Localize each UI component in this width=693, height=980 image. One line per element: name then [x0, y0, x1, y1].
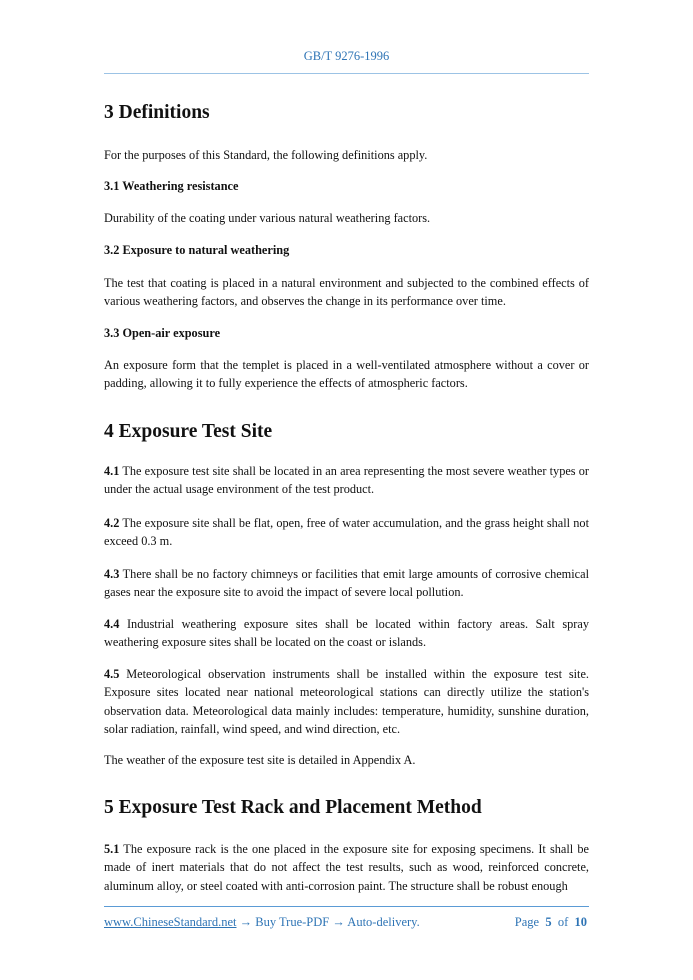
clause-text: The exposure site shall be flat, open, free of water accumulation, and the grass height shall not exceed 0.3 m. — [104, 516, 589, 549]
header-rule — [104, 73, 589, 74]
clause-text: Industrial weathering exposure sites shall be located within factory areas. Salt spray weathering exposure sites shall be located on the coast or islands. — [104, 617, 589, 650]
section-heading-3: 3 Definitions — [104, 102, 210, 123]
paragraph: For the purposes of this Standard, the following definitions apply. — [104, 148, 428, 162]
clause-text: Meteorological observation instruments shall be installed within the exposure test site. Exposure sites located near national meteorological stations can directly utilize the station's observation data. Meteorological data mainly includes: temperature, humidity, sunshine duration, solar radiation, rainfall, wind speed, and wind direction, etc. — [104, 667, 589, 736]
running-header: GB/T 9276-1996 — [303, 49, 390, 63]
footer-left — [104, 915, 420, 930]
paragraph: Durability of the coating under various natural weathering factors. — [104, 211, 431, 225]
clause-text: There shall be no factory chimneys or facilities that emit large amounts of corrosive chemical gases near the exposure site to avoid the impact of severe local pollution. — [104, 567, 589, 600]
footer-text: → Buy True-PDF → Auto-delivery. — [236, 915, 420, 929]
paragraph: The test that coating is placed in a natural environment and subjected to the combined effects of various weathering factors, and observes the change in its performance over time. — [104, 276, 589, 309]
clause-number: 4.2 — [104, 516, 120, 530]
clause-4-5 — [104, 665, 589, 738]
clause-text: The exposure rack is the one placed in the exposure site for exposing specimens. It shall be made of inert materials that do not affect the test results, such as wood, reinforced concrete, aluminum alloy, or steel coated with anti-corrosion paint. The structure shall be robust enough — [104, 842, 589, 893]
clause-4-1 — [104, 462, 589, 499]
clause-number: 4.1 — [104, 464, 120, 478]
paragraph: An exposure form that the templet is placed in a well-ventilated atmosphere without a cover or padding, allowing it to fully experience the effects of atmospheric factors. — [104, 358, 589, 391]
of-label: of — [557, 915, 569, 929]
page-number — [515, 915, 587, 930]
clause-number: 4.4 — [104, 617, 120, 631]
section-heading-4: 4 Exposure Test Site — [104, 421, 273, 442]
clause-number: 5.1 — [104, 842, 120, 856]
page-label: Page — [514, 915, 540, 929]
website-link[interactable]: www.ChineseStandard.net — [104, 915, 237, 929]
clause-number: 4.3 — [104, 567, 120, 581]
clause-4-4 — [104, 615, 589, 652]
clause-text: The exposure test site shall be located in an area representing the most severe weather types or under the actual usage environment of the test product. — [104, 464, 589, 497]
clause-5-1 — [104, 840, 589, 895]
section-heading-5: 5 Exposure Test Rack and Placement Method — [104, 797, 482, 818]
footer-rule — [104, 906, 589, 907]
definition-title: 3.2 Exposure to natural weathering — [104, 243, 290, 257]
clause-4-2 — [104, 514, 589, 551]
paragraph: The weather of the exposure test site is detailed in Appendix A. — [104, 753, 416, 767]
definition-title: 3.1 Weathering resistance — [104, 179, 239, 193]
clause-4-3 — [104, 565, 589, 602]
total-pages: 10 — [574, 915, 587, 929]
clause-number: 4.5 — [104, 667, 120, 681]
current-page: 5 — [545, 915, 552, 929]
definition-title: 3.3 Open-air exposure — [104, 326, 221, 340]
